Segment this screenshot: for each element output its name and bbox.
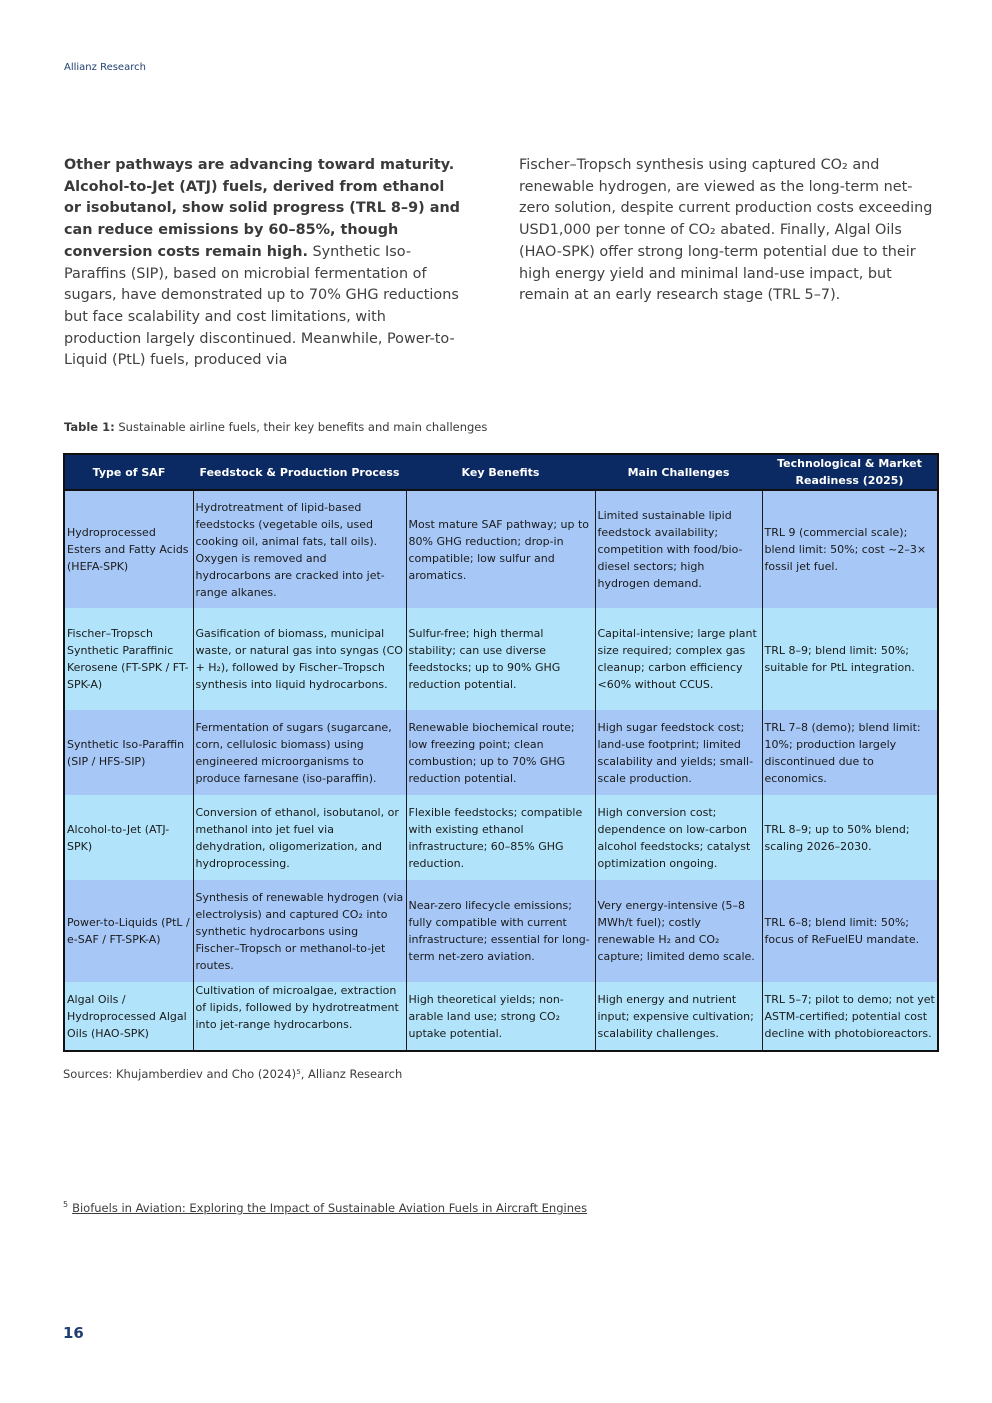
intro-left-text: Synthetic Iso-Paraffins (SIP), based on microbial fermentation of sugars, have demonstrated up to 70% GHG reductions but face scalability and cost limitations, with production largely discontinued. Meanwhile, Power-to-Liquid (PtL) fuels, produced via [64, 243, 459, 369]
cell-benefits: Flexible feedstocks; compatible with existing ethanol infrastructure; 60–85% GHG reduction. [406, 795, 595, 880]
page-number: 16 [63, 1324, 84, 1342]
brand-label: Allianz Research [64, 62, 146, 73]
cell-readiness: TRL 8–9; blend limit: 50%; suitable for PtL integration. [762, 608, 938, 710]
table-row [64, 710, 938, 795]
cell-readiness: TRL 7–8 (demo); blend limit: 10%; production largely discontinued due to economics. [762, 710, 938, 795]
cell-benefits: Renewable biochemical route; low freezing point; clean combustion; up to 70% GHG reduction potential. [406, 710, 595, 795]
cell-readiness: TRL 6–8; blend limit: 50%; focus of ReFuelEU mandate. [762, 880, 938, 982]
cell-challenges: Capital-intensive; large plant size required; complex gas cleanup; carbon efficiency <60% without CCUS. [595, 608, 762, 710]
cell-benefits: Near-zero lifecycle emissions; fully compatible with current infrastructure; essential for long-term net-zero aviation. [406, 880, 595, 982]
header-readiness: Technological & Market Readiness (2025) [762, 454, 938, 490]
intro-right-column [519, 155, 939, 307]
cell-challenges: High sugar feedstock cost; land-use footprint; limited scalability and yields; small-scale production. [595, 710, 762, 795]
cell-benefits: Sulfur-free; high thermal stability; can use diverse feedstocks; up to 90% GHG reduction potential. [406, 608, 595, 710]
cell-type: Fischer–Tropsch Synthetic Paraffinic Kerosene (FT-SPK / FT-SPK-A) [64, 608, 193, 710]
table-row [64, 795, 938, 880]
table-row [64, 608, 938, 710]
cell-type: Synthetic Iso-Paraffin (SIP / HFS-SIP) [64, 710, 193, 795]
cell-readiness: TRL 9 (commercial scale); blend limit: 50%; cost ~2–3× fossil jet fuel. [762, 490, 938, 608]
cell-type: Power-to-Liquids (PtL / e-SAF / FT-SPK-A) [64, 880, 193, 982]
cell-readiness: TRL 8–9; up to 50% blend; scaling 2026–2030. [762, 795, 938, 880]
cell-feedstock: Hydrotreatment of lipid-based feedstocks (vegetable oils, used cooking oil, animal fats, tall oils). Oxygen is removed and hydrocarbons are cracked into jet-range alkanes. [193, 490, 406, 608]
cell-feedstock: Cultivation of microalgae, extraction of lipids, followed by hydrotreatment into jet-range hydrocarbons. [193, 982, 406, 1051]
cell-feedstock: Gasification of biomass, municipal waste, or natural gas into syngas (CO + H₂), followed by Fischer–Tropsch synthesis into liquid hydrocarbons. [193, 608, 406, 710]
sources-footnote-mark: ⁵ [296, 1067, 301, 1081]
cell-feedstock: Conversion of ethanol, isobutanol, or methanol into jet fuel via dehydration, oligomerization, and hydroprocessing. [193, 795, 406, 880]
intro-lead-bold: Other pathways are advancing toward maturity. Alcohol-to-Jet (ATJ) fuels, derived from ethanol or isobutanol, show solid progress (TRL 8–9) and can reduce emissions by 60–85%, though conversion costs remain high. [64, 157, 460, 260]
saf-table [63, 453, 939, 1052]
cell-benefits: High theoretical yields; non-arable land use; strong CO₂ uptake potential. [406, 982, 595, 1051]
sources-suffix: , Allianz Research [300, 1067, 403, 1081]
cell-challenges: High energy and nutrient input; expensive cultivation; scalability challenges. [595, 982, 762, 1051]
table-caption [64, 420, 487, 434]
sources-prefix: Sources: Khujamberdiev and Cho (2024) [63, 1067, 297, 1081]
sources-note [63, 1067, 402, 1081]
footnote-mark: 5 [63, 1200, 69, 1209]
intro-right-text: Fischer–Tropsch synthesis using captured CO₂ and renewable hydrogen, are viewed as the long-term net-zero solution, despite current production costs exceeding USD1,000 per tonne of CO₂ abated. Finally, Algal Oils (HAO-SPK) offer strong long-term potential due to their high energy yield and minimal land-use impact, but remain at an early research stage (TRL 5–7). [519, 157, 933, 304]
footnote-link[interactable]: Biofuels in Aviation: Exploring the Impact of Sustainable Aviation Fuels in Aircraft Engines [72, 1200, 588, 1215]
table-caption-text: Sustainable airline fuels, their key benefits and main challenges [114, 420, 488, 434]
cell-challenges: Very energy-intensive (5–8 MWh/t fuel); costly renewable H₂ and CO₂ capture; limited demo scale. [595, 880, 762, 982]
table-row [64, 490, 938, 608]
table-row [64, 880, 938, 982]
cell-type: Algal Oils / Hydroprocessed Algal Oils (HAO-SPK) [64, 982, 193, 1051]
footnote [63, 1200, 587, 1215]
cell-feedstock: Fermentation of sugars (sugarcane, corn, cellulosic biomass) using engineered microorganisms to produce farnesane (iso-paraffin). [193, 710, 406, 795]
table-header-row [64, 454, 938, 490]
header-type: Type of SAF [64, 454, 193, 490]
header-feedstock: Feedstock & Production Process [193, 454, 406, 490]
cell-type: Hydroprocessed Esters and Fatty Acids (HEFA-SPK) [64, 490, 193, 608]
header-benefits: Key Benefits [406, 454, 595, 490]
table-caption-label: Table 1: [64, 420, 115, 434]
table-row [64, 982, 938, 1051]
cell-type: Alcohol-to-Jet (ATJ-SPK) [64, 795, 193, 880]
cell-challenges: Limited sustainable lipid feedstock availability; competition with food/bio-diesel sectors; high hydrogen demand. [595, 490, 762, 608]
intro-left-column [64, 155, 464, 372]
cell-feedstock: Synthesis of renewable hydrogen (via electrolysis) and captured CO₂ into synthetic hydrocarbons using Fischer–Tropsch or methanol-to-jet routes. [193, 880, 406, 982]
cell-benefits: Most mature SAF pathway; up to 80% GHG reduction; drop-in compatible; low sulfur and aromatics. [406, 490, 595, 608]
cell-readiness: TRL 5–7; pilot to demo; not yet ASTM-certified; potential cost decline with photobioreactors. [762, 982, 938, 1051]
header-challenges: Main Challenges [595, 454, 762, 490]
cell-challenges: High conversion cost; dependence on low-carbon alcohol feedstocks; catalyst optimization ongoing. [595, 795, 762, 880]
